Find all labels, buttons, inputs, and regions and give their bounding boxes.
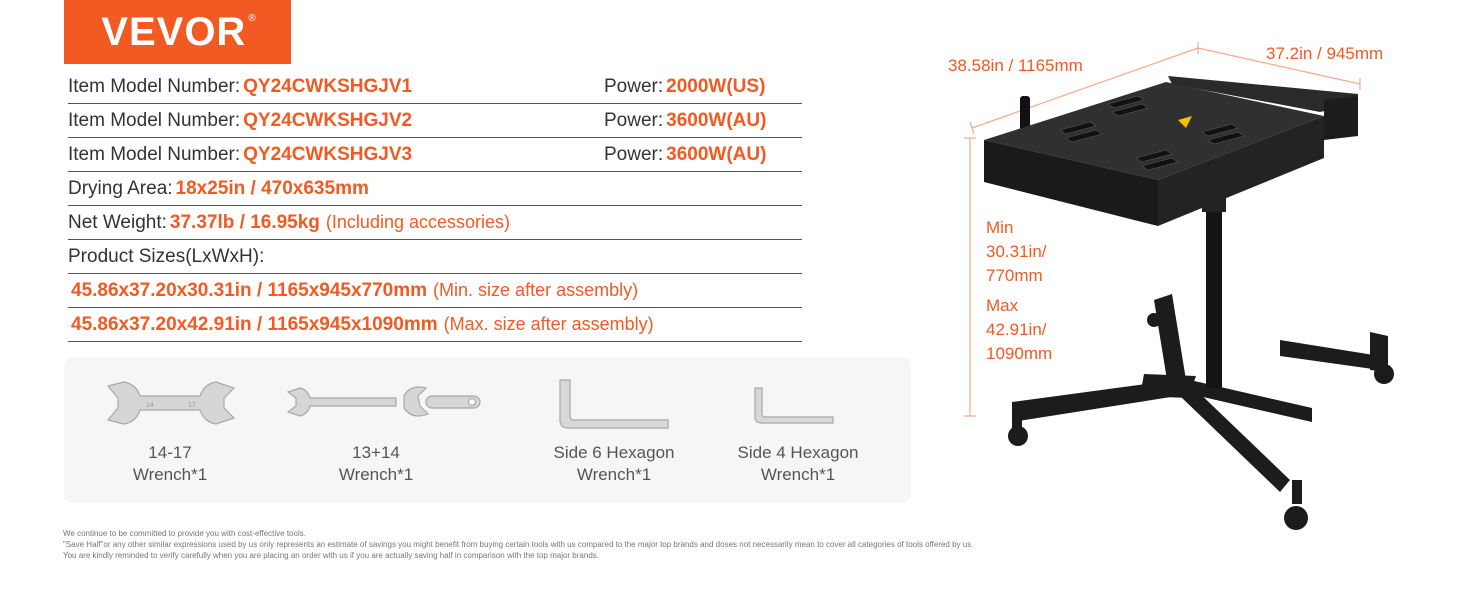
power-value: 2000W(US) xyxy=(666,75,766,97)
power-label: Power: xyxy=(604,75,664,97)
dimension-max-mm: 1090mm xyxy=(986,344,1053,363)
model-label: Item Model Number: xyxy=(68,109,241,131)
size-min-note: (Min. size after assembly) xyxy=(433,280,639,300)
dimension-length: 38.58in / 1165mm xyxy=(948,56,1083,75)
dimension-max-label: Max xyxy=(986,296,1019,315)
dimension-min-label: Min xyxy=(986,218,1014,237)
disclaimer-line-1: We continue to be committed to provide you with cost-effective tools. xyxy=(63,529,306,538)
accessory-line1: 13+14 xyxy=(352,443,400,462)
brand-name: VEVOR xyxy=(101,9,247,54)
hex-key-large-icon xyxy=(556,378,676,430)
spec-row-size-min xyxy=(68,274,802,308)
size-max-value: 45.86x37.20x42.91in / 1165x945x1090mm xyxy=(71,313,438,335)
svg-text:14: 14 xyxy=(146,402,154,409)
accessory-13-14-wrench xyxy=(310,442,442,486)
power-label: Power: xyxy=(604,143,664,165)
spec-row-net-weight xyxy=(68,206,802,240)
spec-row-model-3 xyxy=(68,138,802,172)
dimension-min-in: 30.31in/ xyxy=(986,242,1047,261)
accessory-line1: Side 6 Hexagon xyxy=(553,443,675,462)
open-end-wrench-icon xyxy=(100,378,240,428)
size-min-value: 45.86x37.20x30.31in / 1165x945x770mm xyxy=(71,279,428,301)
model-label: Item Model Number: xyxy=(68,143,241,165)
accessories-panel xyxy=(64,358,911,503)
drying-area-label: Drying Area: xyxy=(68,177,173,199)
disclaimer-line-2: "Save Half"or any other similar expressions used by us only represents an estimate of savings you might benefit from buying certain tools with us compared to the major top brands and doses not necessarily mean to cover all categories of tools offered by us. xyxy=(63,540,974,549)
size-max-note: (Max. size after assembly) xyxy=(443,314,654,334)
model-value: QY24CWKSHGJV2 xyxy=(243,109,413,131)
accessory-line1: Side 4 Hexagon xyxy=(737,443,859,462)
accessory-side-4-hex-wrench xyxy=(716,442,880,486)
stand-base xyxy=(1008,294,1394,530)
model-value: QY24CWKSHGJV1 xyxy=(243,75,413,97)
net-weight-label: Net Weight: xyxy=(68,211,167,233)
dimension-min-mm: 770mm xyxy=(986,266,1043,285)
spec-row-model-1 xyxy=(68,70,802,104)
hex-key-small-icon xyxy=(752,386,836,426)
power-value: 3600W(AU) xyxy=(666,143,767,165)
svg-text:17: 17 xyxy=(188,402,196,409)
stand-pole xyxy=(1206,208,1222,388)
spec-row-drying-area xyxy=(68,172,802,206)
brand-logo xyxy=(64,0,291,64)
accessory-line2: Wrench*1 xyxy=(338,465,414,484)
net-weight-note: (Including accessories) xyxy=(325,212,510,232)
model-value: QY24CWKSHGJV3 xyxy=(243,143,413,165)
accessory-side-6-hex-wrench xyxy=(532,442,696,486)
flash-dryer-illustration xyxy=(940,40,1420,540)
accessory-line2: Wrench*1 xyxy=(576,465,652,484)
spec-row-model-2 xyxy=(68,104,802,138)
accessory-line2: Wrench*1 xyxy=(760,465,836,484)
drying-area-value: 18x25in / 470x635mm xyxy=(175,177,369,199)
dimension-width: 37.2in / 945mm xyxy=(1266,44,1384,63)
dimension-max-in: 42.91in/ xyxy=(986,320,1047,339)
power-value: 3600W(AU) xyxy=(666,109,767,131)
accessory-14-17-wrench xyxy=(104,442,236,486)
spec-row-size-max xyxy=(68,308,802,342)
net-weight-value: 37.37lb / 16.95kg xyxy=(169,211,320,233)
accessory-line2: Wrench*1 xyxy=(132,465,208,484)
product-sizes-label: Product Sizes(LxWxH): xyxy=(68,245,265,267)
registered-mark: ® xyxy=(248,12,256,24)
spec-row-product-sizes xyxy=(68,240,802,274)
accessory-line1: 14-17 xyxy=(148,443,192,462)
disclaimer-line-3: You are kindly reminded to verify carefully when you are placing an order with us if you are actually saving half in comparison with the top major brands. xyxy=(63,551,599,560)
combination-wrench-icon xyxy=(286,382,486,422)
power-label: Power: xyxy=(604,109,664,131)
model-label: Item Model Number: xyxy=(68,75,241,97)
